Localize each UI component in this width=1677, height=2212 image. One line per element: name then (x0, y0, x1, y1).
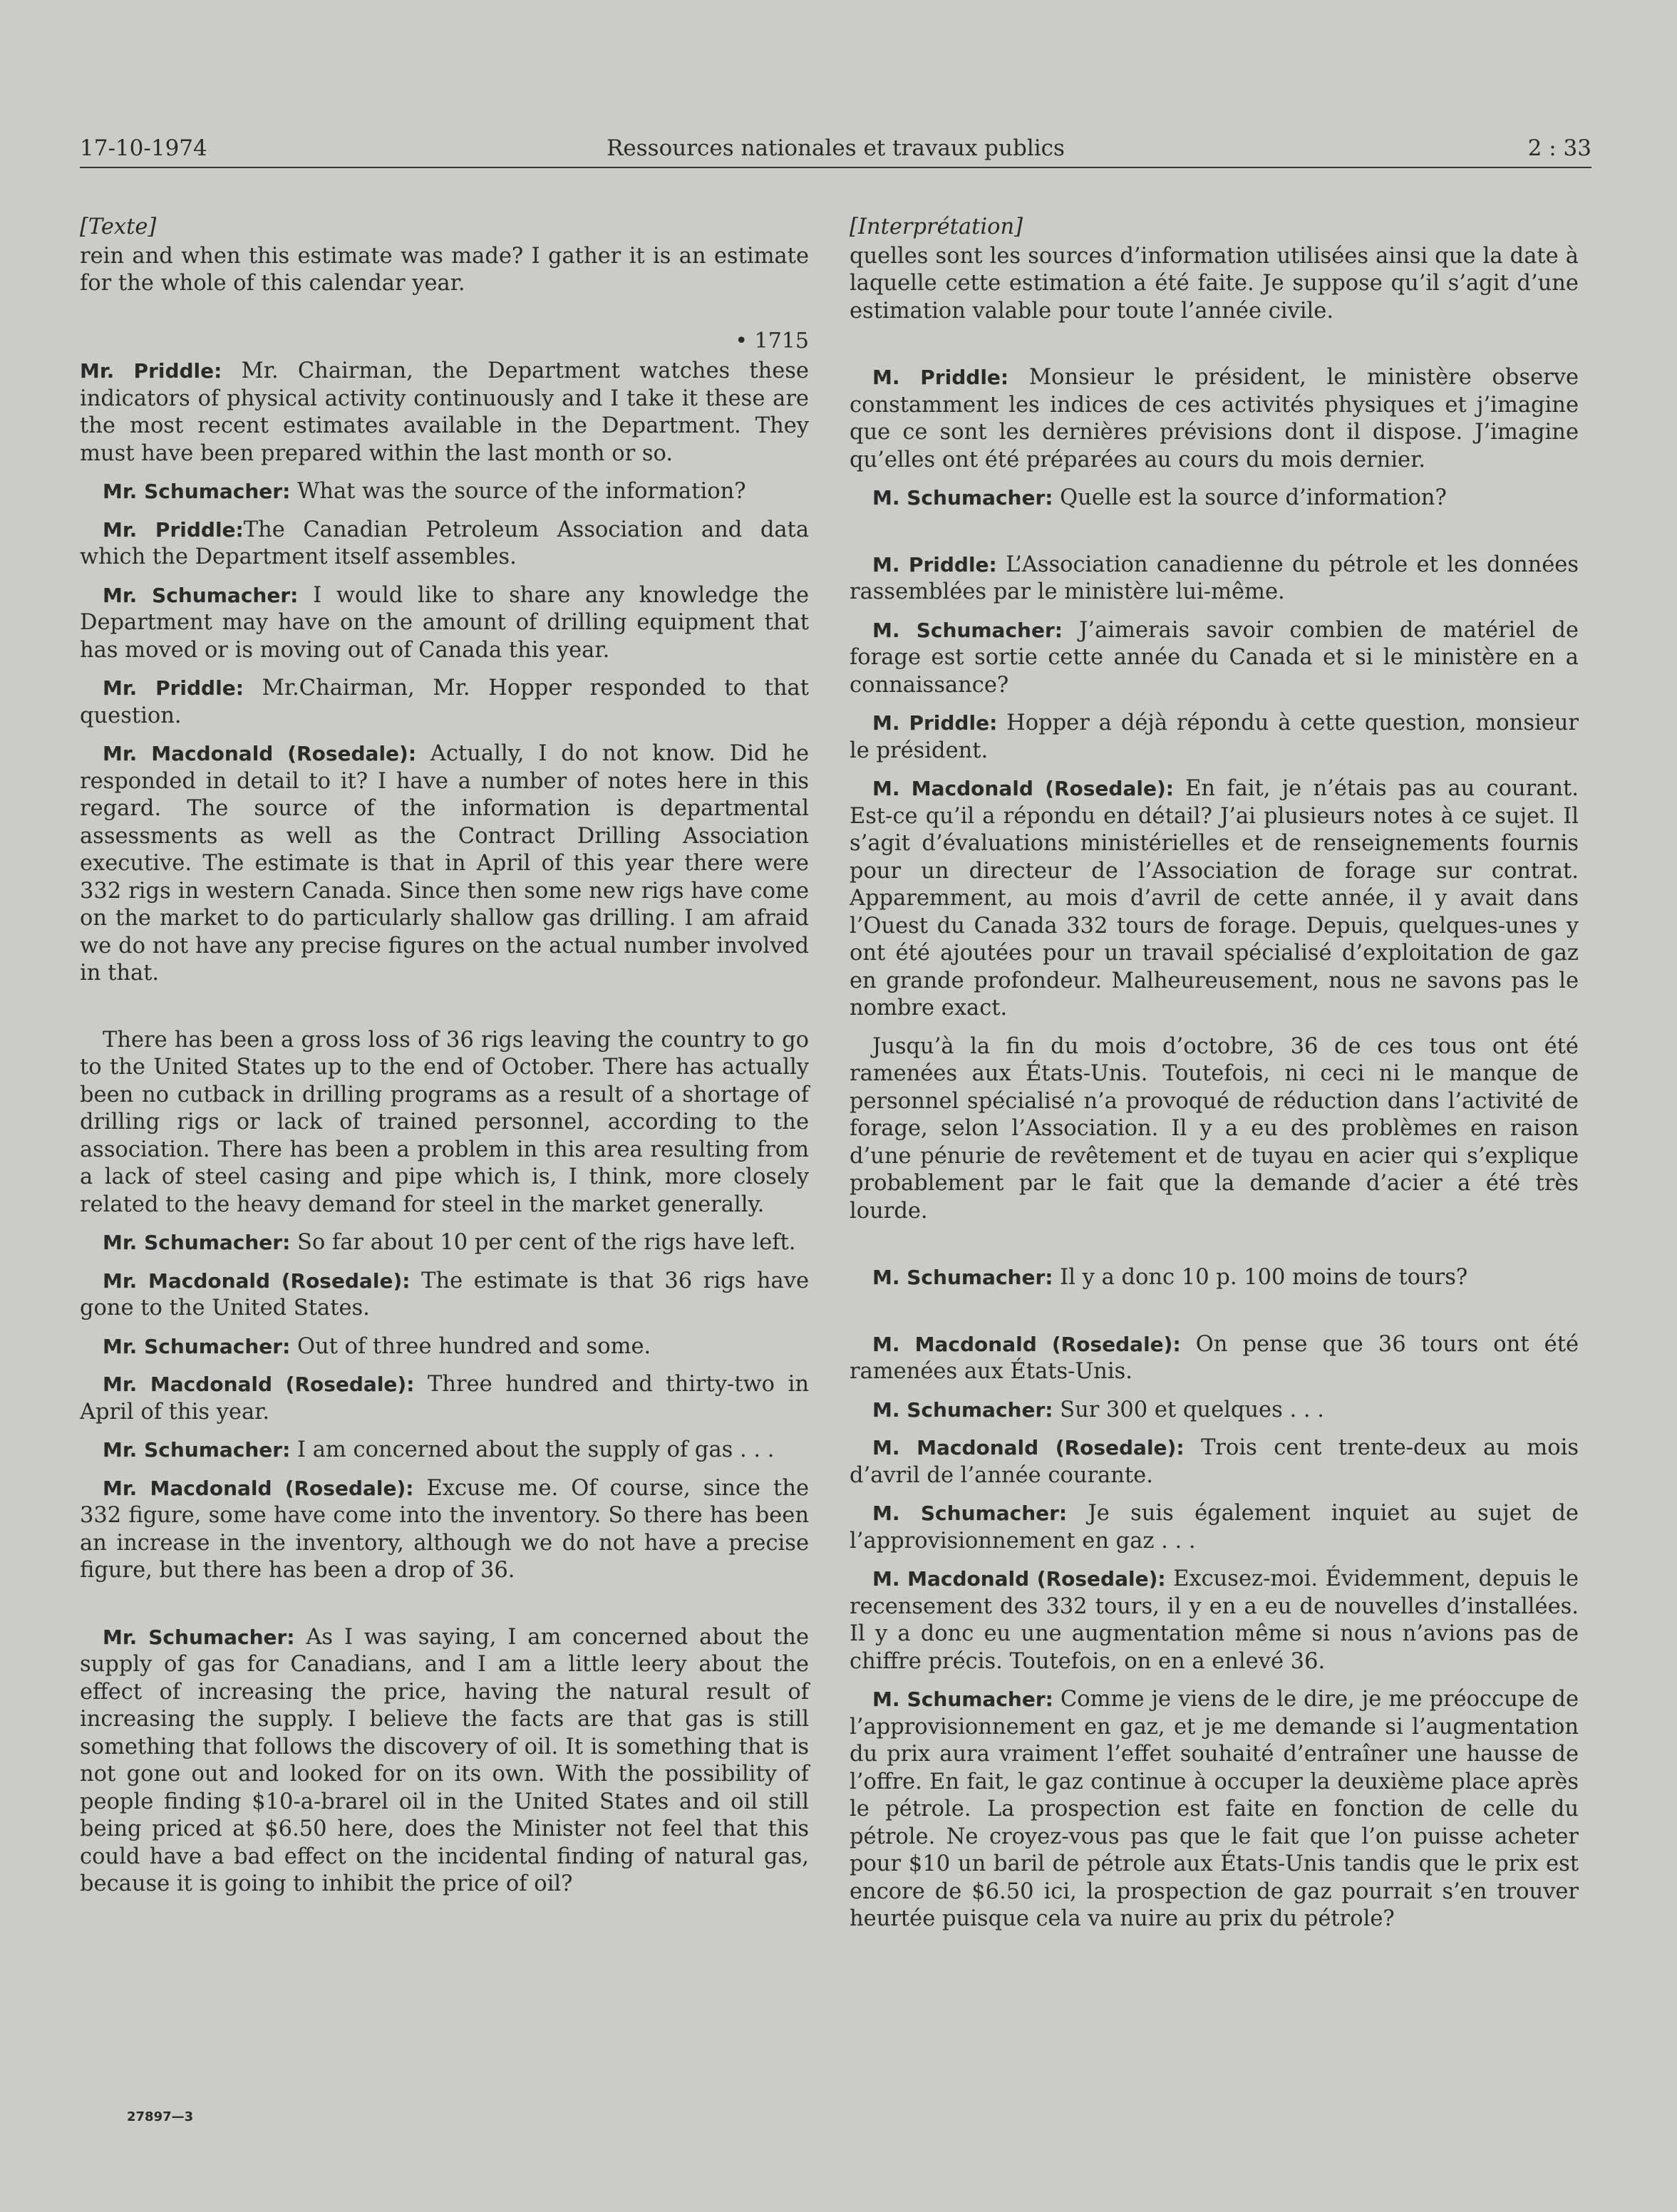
speaker: M. Schumacher: (872, 1502, 1068, 1525)
paragraph (850, 1500, 1579, 1555)
speech: Actually, I do not know. Did he responded in detail to it? I have a number of notes here in this regard. The source of the information is departmental assessments as well as the Contract Drilling Association executive. The estimate is that in April of this year there were 332 rigs in western Canada. Since then some new rigs have come on the market to do particularly shallow gas drilling. I am afraid we do not have any precise figures on the actual number involved in that. (80, 741, 809, 986)
paragraph (80, 582, 809, 665)
header-page-number: 2 : 33 (1527, 135, 1591, 161)
speech: Excusez-moi. Évidemment, depuis le recensement des 332 tours, il y en a eu de nouvelles d’installées. Il y a donc eu une augmentation même si nous n’avions pas de chiffre précis. Toutefois, on en a enlevé 36. (850, 1566, 1579, 1674)
french-column (850, 214, 1579, 1933)
paragraph (80, 740, 809, 988)
speaker: M. Priddle: (872, 366, 1009, 389)
speech: Mr. Chairman, the Department watches these indicators of physical activity continuously and I take it these are the most recent estimates available in the Department. They must have been prepared within the last month or so. (80, 358, 809, 466)
speech: Quelle est la source d’information? (1053, 485, 1447, 510)
speaker: Mr. Schumacher: (103, 1334, 291, 1358)
paragraph (80, 1229, 809, 1257)
speech: The estimate is that 36 rigs have gone to the United States. (80, 1268, 810, 1321)
speech: Comme je viens de le dire, je me préoccupe de l’approvisionnement en gaz, et je me demande si l’augmentation du prix aura vraiment l’effet souhaité d’entraîner une hausse de l’offre. En fait, le gaz continue à occuper la deuxième place après le pétrole. La prospection est faite en fonction de celle du pétrole. Ne croyez-vous pas que le fait que l’on puisse acheter pour $10 un baril de pétrole aux États-Unis tandis que le prix est encore de $6.50 ici, la prospection de gaz pourrait s’en trouver heurtée puisque cela va nuire au prix du pétrole? (850, 1687, 1579, 1931)
paragraph (850, 617, 1579, 700)
speaker: Mr. Schumacher: (103, 480, 291, 503)
speech: I would like to share any knowledge the Department may have on the amount of drilling equipment that has moved or is moving out of Canada this year. (80, 582, 809, 663)
paragraph (80, 1475, 809, 1585)
section-label: [Texte] (80, 215, 157, 239)
speaker: Mr. Priddle: (103, 517, 244, 542)
speech: Jusqu’à la fin du mois d’octobre, 36 de ces tous ont été ramenées aux États-Unis. Toutefois, ni ceci ni le manque de personnel spécialisé n’a provoqué de réduction dans l’activité de forage, selon l’Association. Il y a eu des problèmes en raison d’une pénurie de revêtement et de tuyau en acier qui s’explique probablement par le fait que la demande d’acier a été très lourde. (850, 1033, 1579, 1224)
speaker: M. Macdonald (Rosedale): (872, 1436, 1185, 1459)
paragraph (80, 1268, 809, 1323)
paragraph (80, 1437, 809, 1464)
paragraph (850, 775, 1579, 1023)
speaker: Mr. Schumacher: (103, 1625, 295, 1649)
paragraph (80, 517, 809, 572)
speaker: Mr. Schumacher: (103, 583, 299, 607)
paragraph (850, 1686, 1579, 1933)
paragraph (80, 1371, 809, 1426)
speech: Mr.Chairman, Mr. Hopper responded to that question. (80, 676, 809, 728)
speaker: Mr. Macdonald (Rosedale): (103, 742, 417, 765)
paragraph (850, 1264, 1579, 1292)
speaker: M. Macdonald (Rosedale): (872, 1332, 1181, 1356)
page-header (80, 131, 1591, 168)
english-column (80, 214, 809, 1898)
timestamp: • 1715 (735, 328, 809, 353)
speaker: Mr. Schumacher: (103, 1438, 291, 1462)
speaker: M. Schumacher: (872, 1688, 1053, 1711)
paragraph (850, 1033, 1579, 1226)
speaker: M. Priddle: (872, 552, 997, 577)
paragraph (850, 1566, 1579, 1675)
speech: What was the source of the information? (290, 479, 746, 504)
paragraph (850, 1435, 1579, 1489)
speech: I am concerned about the supply of gas . . . (290, 1437, 775, 1462)
speech: L’Association canadienne du pétrole et les données rassemblées par le ministère lui-même. (850, 552, 1579, 604)
speech: Hopper a déjà répondu à cette question, monsieur le président. (850, 710, 1579, 763)
section-label: [Interprétation] (850, 215, 1023, 239)
speech: Three hundred and thirty-two in April of this year. (80, 1372, 809, 1425)
speaker: M. Macdonald (Rosedale): (872, 1567, 1166, 1591)
paragraph (80, 1333, 809, 1361)
speaker: Mr. Macdonald (Rosedale): (103, 1476, 414, 1500)
speech: On pense que 36 tours ont été ramenées aux États-Unis. (850, 1331, 1579, 1384)
speech: As I was saying, I am concerned about the supply of gas for Canadians, and I am a little leery about the effect of increasing the price, having the natural result of increasing the supply. I believe the facts are that gas is still something that follows the discovery of oil. It is something that is not gone out and looked for on its own. With the possibility of people finding $10-a-brarel oil in the United States and oil still being priced at $6.50 here, does the Minister not feel that this could have a bad effect on the incidental finding of natural gas, because it is going to inhibit the price of oil? (80, 1624, 809, 1896)
speaker: Mr. Priddle: (103, 676, 244, 700)
speech: Il y a donc 10 p. 100 moins de tours? (1053, 1265, 1468, 1290)
paragraph (850, 552, 1579, 606)
speech: Out of three hundred and some. (290, 1333, 651, 1359)
speech: J’aimerais savoir combien de matériel de forage est sortie cette année du Canada et si le ministère en a connaissance? (850, 617, 1579, 698)
paragraph (850, 1331, 1579, 1386)
intro-paragraph: quelles sont les sources d’information utilisées ainsi que la date à laquelle cette estimation a été faite. Je suppose qu’il s’agit d’une estimation valable pour toute l’année civile. (850, 243, 1579, 324)
paragraph (80, 675, 809, 730)
paragraph (850, 710, 1579, 765)
speech: Monsieur le président, le ministère observe constamment les indices de ces activités physiques et j’imagine que ce sont les dernières prévisions dont il dispose. J’imagine qu’elles ont été préparées au cours du mois dernier. (850, 365, 1579, 472)
speaker: M. Schumacher: (872, 1266, 1053, 1289)
speaker: M. Schumacher: (872, 1397, 1053, 1422)
speaker: Mr. Macdonald (Rosedale): (103, 1268, 411, 1293)
speaker: M. Macdonald (Rosedale): (872, 777, 1174, 800)
speaker: Mr. Priddle: (80, 359, 222, 383)
paragraph (850, 1397, 1579, 1425)
speaker: M. Schumacher: (872, 486, 1053, 510)
paragraph (850, 485, 1579, 512)
intro-paragraph: rein and when this estimate was made? I gather it is an estimate for the whole of this calendar year. (80, 243, 809, 296)
speech: En fait, je n’étais pas au courant. Est-ce qu’il a répondu en détail? J’ai plusieurs notes à ce sujet. Il s’agit d’évaluations ministérielles et de renseignements fournis pour un directeur de l’Association de forage sur contrat. Apparemment, au mois d’avril de cette année, il y avait dans l’Ouest du Canada 332 tours de forage. Depuis, quelques-unes y ont été ajoutées pour un travail spécialisé d’exploitation de gaz en grande profondeur. Malheureusement, nous ne savons pas le nombre exact. (850, 776, 1579, 1020)
header-date: 17-10-1974 (80, 135, 207, 161)
speaker: M. Schumacher: (872, 618, 1063, 642)
speech: Excuse me. Of course, since the 332 figure, some have come into the inventory. So there has been an increase in the inventory, although we do not have a precise figure, but there has been a drop of 36. (80, 1475, 810, 1583)
paragraph (80, 478, 809, 506)
speech: Trois cent trente-deux au mois d’avril de l’année courante. (850, 1435, 1579, 1488)
header-title: Ressources nationales et travaux publics (607, 135, 1065, 161)
speech: Sur 300 et quelques . . . (1053, 1397, 1324, 1422)
paragraph (80, 1624, 809, 1898)
speech: There has been a gross loss of 36 rigs leaving the country to go to the United States up to the end of October. There has actually been no cutback in drilling programs as a result of a shortage of drilling rigs or lack of trained personnel, according to the association. There has been a problem in this area resulting from a lack of steel casing and pipe which is, I think, more closely related to the heavy demand for steel in the market generally. (80, 1027, 809, 1217)
speaker: M. Priddle: (872, 711, 998, 735)
speaker: Mr. Macdonald (Rosedale): (103, 1373, 415, 1396)
paragraph (80, 358, 809, 467)
speech: The Canadian Petroleum Association and data which the Department itself assembles. (80, 517, 809, 569)
speech: Je suis également inquiet au sujet de l’approvisionnement en gaz . . . (850, 1501, 1579, 1554)
paragraph (850, 364, 1579, 474)
footer-code: 27897—3 (127, 2109, 194, 2124)
paragraph (80, 1027, 809, 1219)
speaker: Mr. Schumacher: (103, 1231, 291, 1254)
speech: So far about 10 per cent of the rigs have left. (290, 1230, 796, 1255)
